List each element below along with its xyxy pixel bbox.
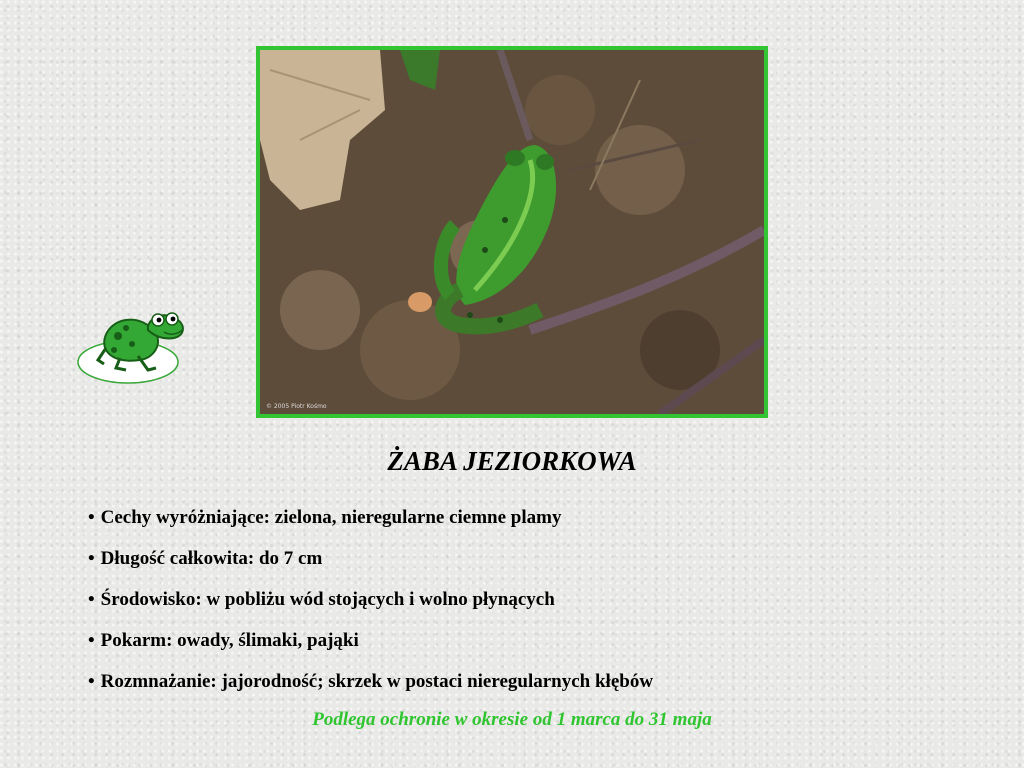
fact-diet: • Pokarm: owady, ślimaki, pająki — [88, 627, 653, 668]
fact-reproduction: • Rozmnażanie: jajorodność; skrzek w postaci nieregularnych kłębów — [88, 668, 653, 709]
fact-length: • Długość całkowita: do 7 cm — [88, 545, 653, 586]
frog-photo-illustration — [260, 50, 764, 414]
page-title: ŻABA JEZIORKOWA — [387, 446, 637, 476]
photo-credit: © 2005 Piotr Kośmo — [266, 403, 327, 410]
fact-habitat: • Środowisko: w pobliżu wód stojących i wolno płynących — [88, 586, 653, 627]
facts-list — [88, 504, 653, 709]
protection-note: Podlega ochronie w okresie od 1 marca do 31 maja — [312, 709, 712, 730]
frog-on-lily-pad-icon — [76, 308, 190, 386]
fact-features: • Cechy wyróżniające: zielona, nieregularne ciemne plamy — [88, 504, 653, 545]
frog-photo — [256, 46, 768, 418]
